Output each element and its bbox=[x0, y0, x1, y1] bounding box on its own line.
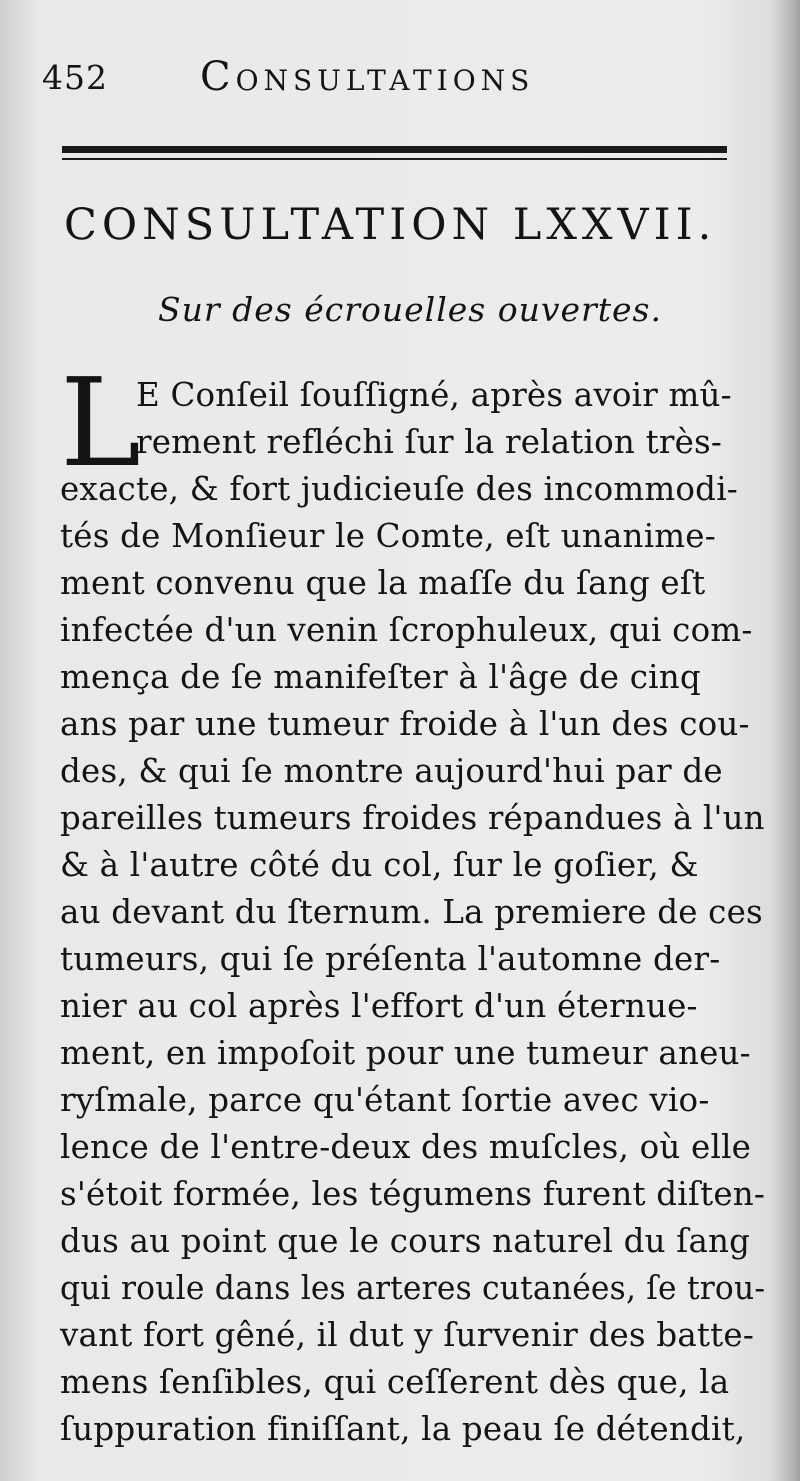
text-line: infectée d'un venin ſcrophuleux, qui com- bbox=[60, 611, 753, 649]
text-line: mens ſenſibles, qui ceſſerent dès que, la bbox=[60, 1363, 730, 1401]
section-subtitle: Sur des écrouelles ouvertes. bbox=[158, 290, 662, 329]
text-line: s'étoit formée, les tégumens furent diſten- bbox=[60, 1175, 766, 1213]
header-rule-thin bbox=[62, 158, 727, 160]
text-line: ryſmale, parce qu'étant ſortie avec vio- bbox=[60, 1081, 710, 1119]
text-line: tumeurs, qui ſe préſenta l'automne der- bbox=[60, 940, 721, 978]
text-line: mença de ſe manifeſter à l'âge de cinq bbox=[60, 658, 701, 696]
header-rule-thick bbox=[62, 146, 727, 153]
text-line: ſuppuration finiſſant, la peau ſe détendit, bbox=[60, 1410, 746, 1448]
text-line: qui roule dans les arteres cutanées, ſe trou- bbox=[60, 1269, 766, 1307]
section-title: CONSULTATION LXXVII. bbox=[64, 200, 717, 250]
text-line: dus au point que le cours naturel du ſang bbox=[60, 1222, 751, 1260]
text-line: des, & qui ſe montre aujourd'hui par de bbox=[60, 752, 723, 790]
text-line: tés de Monſieur le Comte, eſt unanime- bbox=[60, 517, 716, 555]
text-line: ment convenu que la maſſe du ſang eſt bbox=[60, 564, 706, 602]
text-line: ans par une tumeur froide à l'un des cou- bbox=[60, 705, 750, 743]
page-number: 452 bbox=[42, 58, 108, 97]
drop-cap: L bbox=[60, 352, 142, 494]
text-line: rement refléchi ſur la relation très- bbox=[136, 423, 723, 461]
text-line: ment, en impoſoit pour une tumeur aneu- bbox=[60, 1034, 751, 1072]
text-line: exacte, & fort judicieuſe des incommodi- bbox=[60, 470, 738, 508]
page-edge-shadow bbox=[770, 0, 800, 1481]
text-line: & à l'autre côté du col, ſur le goſier, & bbox=[60, 846, 699, 884]
text-line: pareilles tumeurs froides répandues à l'un bbox=[60, 799, 765, 837]
text-line: au devant du ſternum. La premiere de ces bbox=[60, 893, 763, 931]
text-line: E Conſeil ſouſſigné, après avoir mû- bbox=[136, 376, 732, 414]
running-head bbox=[42, 52, 762, 104]
running-title: Consultations bbox=[200, 54, 535, 100]
text-line: nier au col après l'effort d'un éternue- bbox=[60, 987, 698, 1025]
text-line: vant fort gêné, il dut y ſurvenir des batte- bbox=[60, 1316, 755, 1354]
text-line: lence de l'entre-deux des muſcles, où elle bbox=[60, 1128, 752, 1166]
